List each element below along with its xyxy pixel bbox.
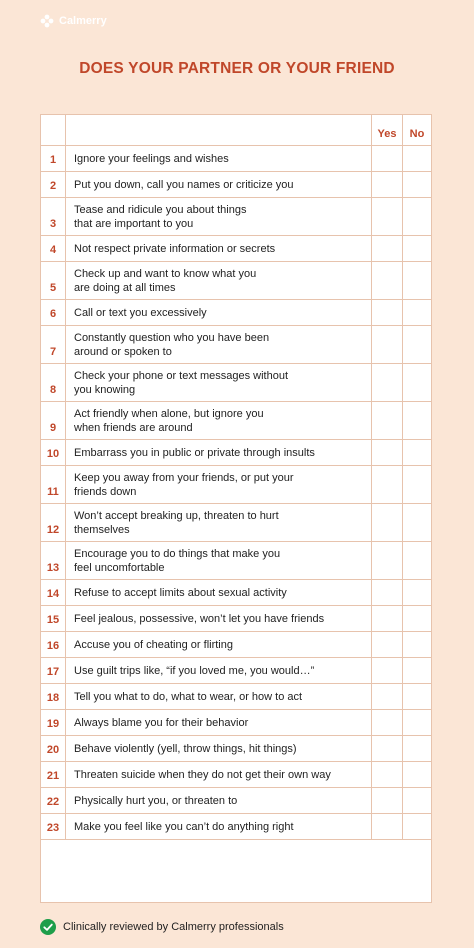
question-text-line: Ignore your feelings and wishes: [74, 152, 229, 165]
yes-checkbox-cell[interactable]: [372, 658, 403, 684]
no-checkbox-cell[interactable]: [403, 710, 432, 736]
question-number: 18: [41, 684, 66, 710]
yes-checkbox-cell[interactable]: [372, 262, 403, 300]
question-number: 16: [41, 632, 66, 658]
question-number: 9: [41, 402, 66, 440]
question-text-line: Feel jealous, possessive, won’t let you have friends: [74, 612, 325, 625]
question-row: [41, 684, 431, 710]
question-text: [66, 814, 372, 840]
no-checkbox-cell[interactable]: [403, 580, 432, 606]
question-number: 10: [41, 440, 66, 466]
question-row: [41, 236, 431, 262]
question-text-line: Accuse you of cheating or flirting: [74, 638, 233, 651]
question-text: [66, 236, 372, 262]
yes-checkbox-cell[interactable]: [372, 440, 403, 466]
question-number: 22: [41, 788, 66, 814]
question-number: 11: [41, 466, 66, 504]
question-text-line: Call or text you excessively: [74, 306, 207, 319]
question-text: [66, 198, 372, 236]
question-text: [66, 762, 372, 788]
question-text: [66, 146, 372, 172]
footer: [40, 919, 284, 935]
question-row: [41, 402, 431, 440]
question-number: 12: [41, 504, 66, 542]
question-text: [66, 466, 372, 504]
question-number: 20: [41, 736, 66, 762]
yes-checkbox-cell[interactable]: [372, 606, 403, 632]
question-row: [41, 326, 431, 364]
yes-checkbox-cell[interactable]: [372, 504, 403, 542]
question-text-line: you knowing: [74, 383, 136, 396]
question-text: [66, 658, 372, 684]
question-text: [66, 684, 372, 710]
yes-checkbox-cell[interactable]: [372, 402, 403, 440]
question-text: [66, 632, 372, 658]
question-text: [66, 440, 372, 466]
question-text-line: Keep you away from your friends, or put your: [74, 471, 294, 484]
question-text-line: Encourage you to do things that make you: [74, 547, 281, 560]
question-row: [41, 504, 431, 542]
no-checkbox-cell[interactable]: [403, 736, 432, 762]
question-number: 23: [41, 814, 66, 840]
yes-checkbox-cell[interactable]: [372, 542, 403, 580]
question-text-line: feel uncomfortable: [74, 561, 165, 574]
question-text-line: Tease and ridicule you about things: [74, 203, 247, 216]
yes-checkbox-cell[interactable]: [372, 710, 403, 736]
no-checkbox-cell[interactable]: [403, 236, 432, 262]
no-checkbox-cell[interactable]: [403, 262, 432, 300]
question-row: [41, 300, 431, 326]
yes-checkbox-cell[interactable]: [372, 146, 403, 172]
question-text-line: when friends are around: [74, 421, 193, 434]
no-checkbox-cell[interactable]: [403, 606, 432, 632]
question-text-line: Behave violently (yell, throw things, hit things): [74, 742, 297, 755]
question-text-line: Threaten suicide when they do not get their own way: [74, 768, 331, 781]
question-row: [41, 632, 431, 658]
yes-checkbox-cell[interactable]: [372, 814, 403, 840]
question-text-line: Won’t accept breaking up, threaten to hurt: [74, 509, 279, 522]
question-number: 15: [41, 606, 66, 632]
question-number: 6: [41, 300, 66, 326]
no-checkbox-cell[interactable]: [403, 402, 432, 440]
question-row: [41, 580, 431, 606]
no-checkbox-cell[interactable]: [403, 198, 432, 236]
question-number: 21: [41, 762, 66, 788]
question-text-line: Tell you what to do, what to wear, or how to act: [74, 690, 303, 703]
question-text-line: Physically hurt you, or threaten to: [74, 794, 238, 807]
question-text: [66, 262, 372, 300]
question-number: 4: [41, 236, 66, 262]
question-text: [66, 736, 372, 762]
question-row: [41, 172, 431, 198]
question-number: 14: [41, 580, 66, 606]
yes-checkbox-cell[interactable]: [372, 364, 403, 402]
question-row: [41, 146, 431, 172]
question-text-line: friends down: [74, 485, 137, 498]
brand-name: Calmerry: [59, 15, 107, 27]
footer-text: Clinically reviewed by Calmerry professionals: [63, 921, 284, 933]
question-text: [66, 606, 372, 632]
question-text-line: Embarrass you in public or private through insults: [74, 446, 315, 459]
page-title: DOES YOUR PARTNER OR YOUR FRIEND: [79, 60, 395, 77]
question-number: 2: [41, 172, 66, 198]
no-checkbox-cell[interactable]: [403, 300, 432, 326]
question-number: 17: [41, 658, 66, 684]
no-checkbox-cell[interactable]: [403, 658, 432, 684]
question-text: [66, 402, 372, 440]
question-row: [41, 762, 431, 788]
no-checkbox-cell[interactable]: [403, 364, 432, 402]
question-text-line: around or spoken to: [74, 345, 172, 358]
question-text-line: that are important to you: [74, 217, 194, 230]
no-checkbox-cell[interactable]: [403, 788, 432, 814]
no-checkbox-cell[interactable]: [403, 684, 432, 710]
question-text-line: Refuse to accept limits about sexual activity: [74, 586, 287, 599]
no-checkbox-cell[interactable]: [403, 632, 432, 658]
brand-logo: [40, 14, 107, 28]
no-checkbox-cell[interactable]: [403, 762, 432, 788]
question-row: [41, 198, 431, 236]
yes-checkbox-cell[interactable]: [372, 684, 403, 710]
flower-logo-icon: [40, 14, 54, 28]
question-text: [66, 326, 372, 364]
question-text: [66, 580, 372, 606]
question-text-line: Use guilt trips like, “if you loved me, you would…”: [74, 664, 315, 677]
question-number: 13: [41, 542, 66, 580]
question-row: [41, 606, 431, 632]
question-text: [66, 542, 372, 580]
question-row: [41, 710, 431, 736]
question-text: [66, 300, 372, 326]
question-text-line: Always blame you for their behavior: [74, 716, 249, 729]
no-checkbox-cell[interactable]: [403, 326, 432, 364]
question-row: [41, 542, 431, 580]
table-header-row: [41, 115, 431, 146]
yes-checkbox-cell[interactable]: [372, 736, 403, 762]
question-row: [41, 364, 431, 402]
question-text: [66, 172, 372, 198]
question-row: [41, 466, 431, 504]
question-text: [66, 710, 372, 736]
no-checkbox-cell[interactable]: [403, 542, 432, 580]
yes-checkbox-cell[interactable]: [372, 788, 403, 814]
header-no: No: [403, 115, 432, 146]
question-text-line: are doing at all times: [74, 281, 176, 294]
no-checkbox-cell[interactable]: [403, 814, 432, 840]
yes-checkbox-cell[interactable]: [372, 632, 403, 658]
no-checkbox-cell[interactable]: [403, 440, 432, 466]
question-number: 5: [41, 262, 66, 300]
question-text-line: Constantly question who you have been: [74, 331, 270, 344]
question-text: [66, 364, 372, 402]
question-number: 7: [41, 326, 66, 364]
question-row: [41, 788, 431, 814]
question-text-line: Act friendly when alone, but ignore you: [74, 407, 264, 420]
question-text: [66, 788, 372, 814]
question-row: [41, 814, 431, 840]
question-number: 19: [41, 710, 66, 736]
yes-checkbox-cell[interactable]: [372, 300, 403, 326]
yes-checkbox-cell[interactable]: [372, 762, 403, 788]
question-number: 3: [41, 198, 66, 236]
question-row: [41, 658, 431, 684]
question-text-line: Check up and want to know what you: [74, 267, 257, 280]
question-text-line: themselves: [74, 523, 130, 536]
question-text: [66, 504, 372, 542]
question-row: [41, 736, 431, 762]
yes-checkbox-cell[interactable]: [372, 198, 403, 236]
header-yes: Yes: [372, 115, 403, 146]
checklist-table: [40, 114, 432, 903]
check-circle-icon: [40, 919, 56, 935]
question-text-line: Make you feel like you can’t do anything right: [74, 820, 294, 833]
no-checkbox-cell[interactable]: [403, 466, 432, 504]
question-number: 8: [41, 364, 66, 402]
yes-checkbox-cell[interactable]: [372, 580, 403, 606]
question-number: 1: [41, 146, 66, 172]
question-row: [41, 440, 431, 466]
yes-checkbox-cell[interactable]: [372, 236, 403, 262]
question-row: [41, 262, 431, 300]
yes-checkbox-cell[interactable]: [372, 466, 403, 504]
question-text-line: Check your phone or text messages without: [74, 369, 289, 382]
no-checkbox-cell[interactable]: [403, 504, 432, 542]
no-checkbox-cell[interactable]: [403, 146, 432, 172]
header-question-cell: [66, 115, 372, 146]
header-number-cell: [41, 115, 66, 146]
question-text-line: Put you down, call you names or criticize you: [74, 178, 294, 191]
no-checkbox-cell[interactable]: [403, 172, 432, 198]
yes-checkbox-cell[interactable]: [372, 326, 403, 364]
question-text-line: Not respect private information or secrets: [74, 242, 276, 255]
yes-checkbox-cell[interactable]: [372, 172, 403, 198]
